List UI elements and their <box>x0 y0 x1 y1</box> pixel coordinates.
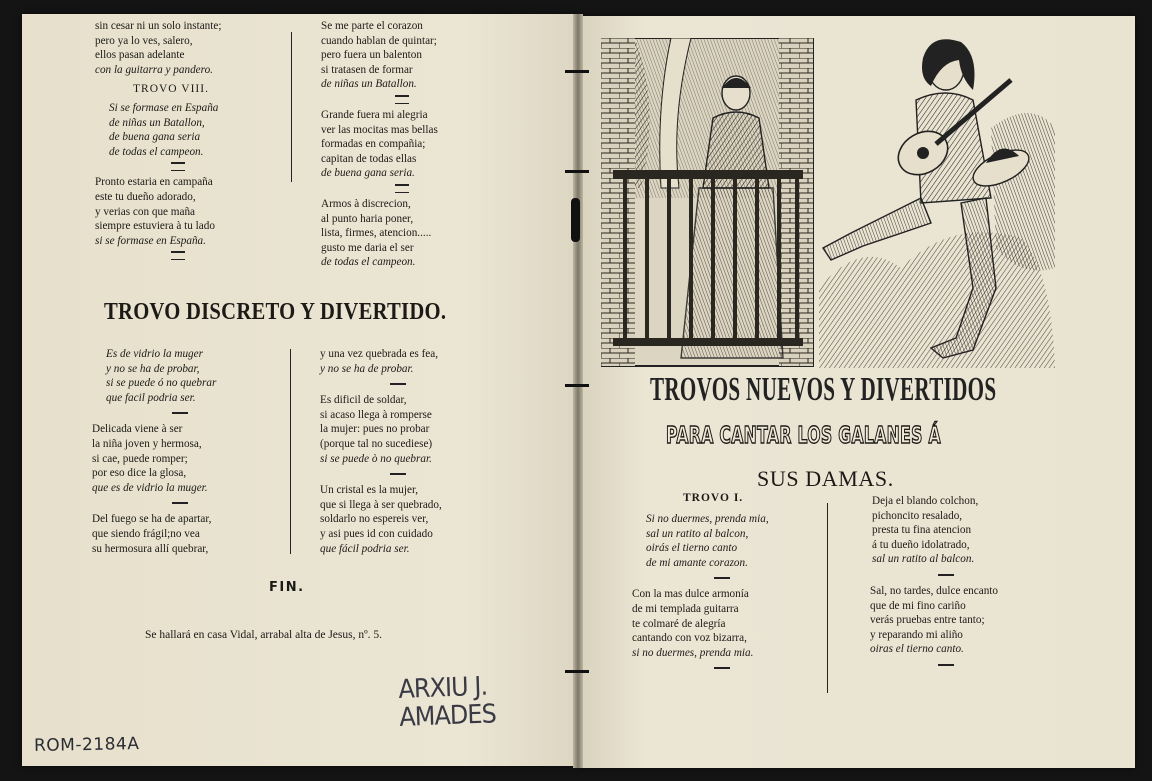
verse-col1-top <box>95 19 221 264</box>
verse-line: que es de vidrio la muger. <box>92 481 208 494</box>
stanza <box>95 175 221 248</box>
verse-line: de todas el campeon. <box>109 145 204 158</box>
verse-right-col1 <box>632 512 769 677</box>
stanza-separator <box>938 574 954 576</box>
fin-label: FIN. <box>269 580 305 595</box>
stanza <box>632 512 769 570</box>
verse-line: al punto haria poner, <box>321 212 414 225</box>
verse-line: de todas el campeon. <box>321 256 416 269</box>
verse-line: oiras el tierno canto. <box>870 643 964 656</box>
binding-stitch <box>565 670 589 673</box>
verse-line: Deja el blando colchon, <box>872 495 979 507</box>
trovo-i-heading: TROVO I. <box>683 492 744 504</box>
verse-line: oirás el tierno canto <box>646 542 738 555</box>
verse-line: si se puede ò no quebrar. <box>320 452 432 465</box>
verse-line: á tu dueño idolatrado, <box>872 538 970 551</box>
publisher-address: Se hallará en casa Vidal, arrabal alta de Jesus, nº. 5. <box>145 629 383 641</box>
verse-line: que de mi fino cariño <box>870 599 966 612</box>
verse-line: de mi templada guitarra <box>632 602 739 615</box>
verse-line: de buena gana seria <box>109 131 201 144</box>
stanza <box>632 587 769 660</box>
stanza-separator <box>395 184 409 193</box>
verse-line: de niñas un Batallon, <box>109 116 205 129</box>
trovo-viii-heading: TROVO VIII. <box>133 83 209 96</box>
verse-line: por eso dice la glosa, <box>92 467 187 480</box>
subtitle: PARA CANTAR LOS GALANES Á <box>666 423 941 449</box>
stanza <box>320 393 442 466</box>
stanza <box>95 101 221 159</box>
stanza <box>92 512 216 556</box>
stanza-separator <box>714 667 730 669</box>
stanza <box>858 494 998 567</box>
main-title: TROVOS NUEVOS Y DIVERTIDOS <box>650 371 997 408</box>
stanza <box>320 347 442 376</box>
verse-line: de mi amante corazon. <box>646 556 748 569</box>
verse-line: que facil podria ser. <box>106 391 196 404</box>
verse-line: presta tu fina atencion <box>872 524 972 537</box>
verse-col2-top <box>321 19 438 270</box>
archive-stamp <box>398 672 496 732</box>
verse-line: y no se ha de probar. <box>320 362 414 375</box>
verse-line: cuando hablan de quintar; <box>321 34 437 47</box>
verse-line: si cae, puede romper; <box>92 452 188 465</box>
verse-line: Grande fuera mi alegria <box>321 108 428 121</box>
verse-line: este tu dueño adorado, <box>95 190 196 203</box>
verse-line: verás pruebas entre tanto; <box>870 614 985 627</box>
verse-line: pero ya lo ves, salero, <box>95 34 193 47</box>
stanza <box>321 197 438 270</box>
verse-line: y asi pues id con cuidado <box>320 527 433 540</box>
stanza-separator <box>172 412 188 414</box>
verse-line: si se puede ó no quebrar <box>106 377 217 390</box>
binding-stitch <box>565 170 589 173</box>
stanza <box>92 347 216 405</box>
verse-line: sin cesar ni un solo instante; <box>95 20 222 32</box>
verse-line: su hermosura allí quebrar, <box>92 542 209 555</box>
verse-line: la mujer: pues no probar <box>320 423 430 436</box>
verse-line: Es dificil de soldar, <box>320 394 407 407</box>
column-rule <box>291 32 292 182</box>
verse-line: sal un ratito al balcon. <box>872 553 975 566</box>
subtitle-damas: SUS DAMAS. <box>757 466 894 491</box>
shelfmark: ROM-2184A <box>33 734 140 756</box>
verse-line: te colmaré de alegría <box>632 617 726 630</box>
stanza-separator <box>171 251 185 260</box>
column-rule <box>827 503 828 693</box>
verse-line: si acaso llega à romperse <box>320 408 432 421</box>
verse-line: ver las mocitas mas bellas <box>321 123 438 136</box>
stanza <box>320 483 442 556</box>
stamp-line: ARXIU J. <box>397 671 488 705</box>
verse-line: capitan de todas ellas <box>321 152 417 165</box>
verse-line: Delicada viene à ser <box>92 423 183 436</box>
verse-line: Se me parte el corazon <box>321 20 423 32</box>
verse-line: Del fuego se ha de apartar, <box>92 513 212 526</box>
verse-line: pichoncito resalado, <box>872 509 963 522</box>
verse-line: gusto me daria el ser <box>321 241 414 254</box>
verse-line: de niñas un Batallon. <box>321 78 417 91</box>
verse-line: si tratasen de formar <box>321 63 413 76</box>
binding-knot <box>571 198 580 242</box>
section-title: TROVO DISCRETO Y DIVERTIDO. <box>104 299 447 325</box>
verse-line: que fácil podria ser. <box>320 542 410 555</box>
verse-line: la niña joven y hermosa, <box>92 437 202 450</box>
verse-line: lista, firmes, atencion..... <box>321 227 432 240</box>
verse-line: si se formase en España. <box>95 234 206 247</box>
binding-stitch <box>565 384 589 387</box>
verse-line: que siendo frágil;no vea <box>92 527 200 540</box>
verse-line: ellos pasan adelante <box>95 49 185 62</box>
verse-line: Con la mas dulce armonía <box>632 588 749 601</box>
verse-line: y verias con que maña <box>95 205 196 218</box>
verse-line: y reparando mi aliño <box>870 628 963 641</box>
verse-line: de buena gana seria. <box>321 167 415 180</box>
stanza-separator <box>171 162 185 171</box>
verse-line: Pronto estaria en campaña <box>95 176 213 189</box>
guitarist-scene <box>819 39 1055 368</box>
stanza <box>92 422 216 495</box>
stanza-separator <box>172 502 188 504</box>
verse-line: sal un ratito al balcon, <box>646 527 749 540</box>
verse-line: si no duermes, prenda mia. <box>632 646 754 659</box>
woodcut-illustration <box>601 38 1055 368</box>
verse-right-col2 <box>858 494 998 674</box>
verse-line: y una vez quebrada es fea, <box>320 348 439 360</box>
stanza-separator <box>390 383 406 385</box>
verse-line: Armos à discrecion, <box>321 197 411 210</box>
stanza <box>95 19 221 77</box>
verse-line: (porque tal no sucediese) <box>320 437 433 450</box>
verse-line: Un cristal es la mujer, <box>320 484 419 497</box>
stanza-separator <box>938 664 954 666</box>
verse-line: cantando con voz bizarra, <box>632 632 747 645</box>
verse-discreto-col1 <box>92 347 216 556</box>
verse-line: Si no duermes, prenda mia, <box>646 513 769 525</box>
stanza-separator <box>714 577 730 579</box>
stanza <box>858 584 998 657</box>
stanza-separator <box>395 95 409 104</box>
verse-line: pero fuera un balenton <box>321 49 422 62</box>
book-gutter <box>573 14 583 768</box>
verse-line: que si llega à ser quebrado, <box>320 498 442 511</box>
stamp-line: AMADES <box>398 699 497 733</box>
verse-line: Es de vidrio la muger <box>106 348 203 360</box>
verse-line: con la guitarra y pandero. <box>95 63 213 76</box>
verse-line: Si se formase en España <box>109 101 219 114</box>
verse-line: formadas en compañia; <box>321 138 426 151</box>
stanza <box>321 108 438 181</box>
binding-stitch <box>565 70 589 73</box>
stanza-separator <box>390 473 406 475</box>
verse-line: y no se ha de probar, <box>106 362 200 375</box>
stanza <box>321 19 438 92</box>
column-rule <box>290 349 291 554</box>
verse-line: Sal, no tardes, dulce encanto <box>870 584 998 597</box>
verse-discreto-col2 <box>320 347 442 556</box>
balcony-scene <box>601 38 813 366</box>
verse-line: siempre estuviera à tu lado <box>95 220 215 233</box>
verse-line: soldarlo no espereis ver, <box>320 513 429 526</box>
